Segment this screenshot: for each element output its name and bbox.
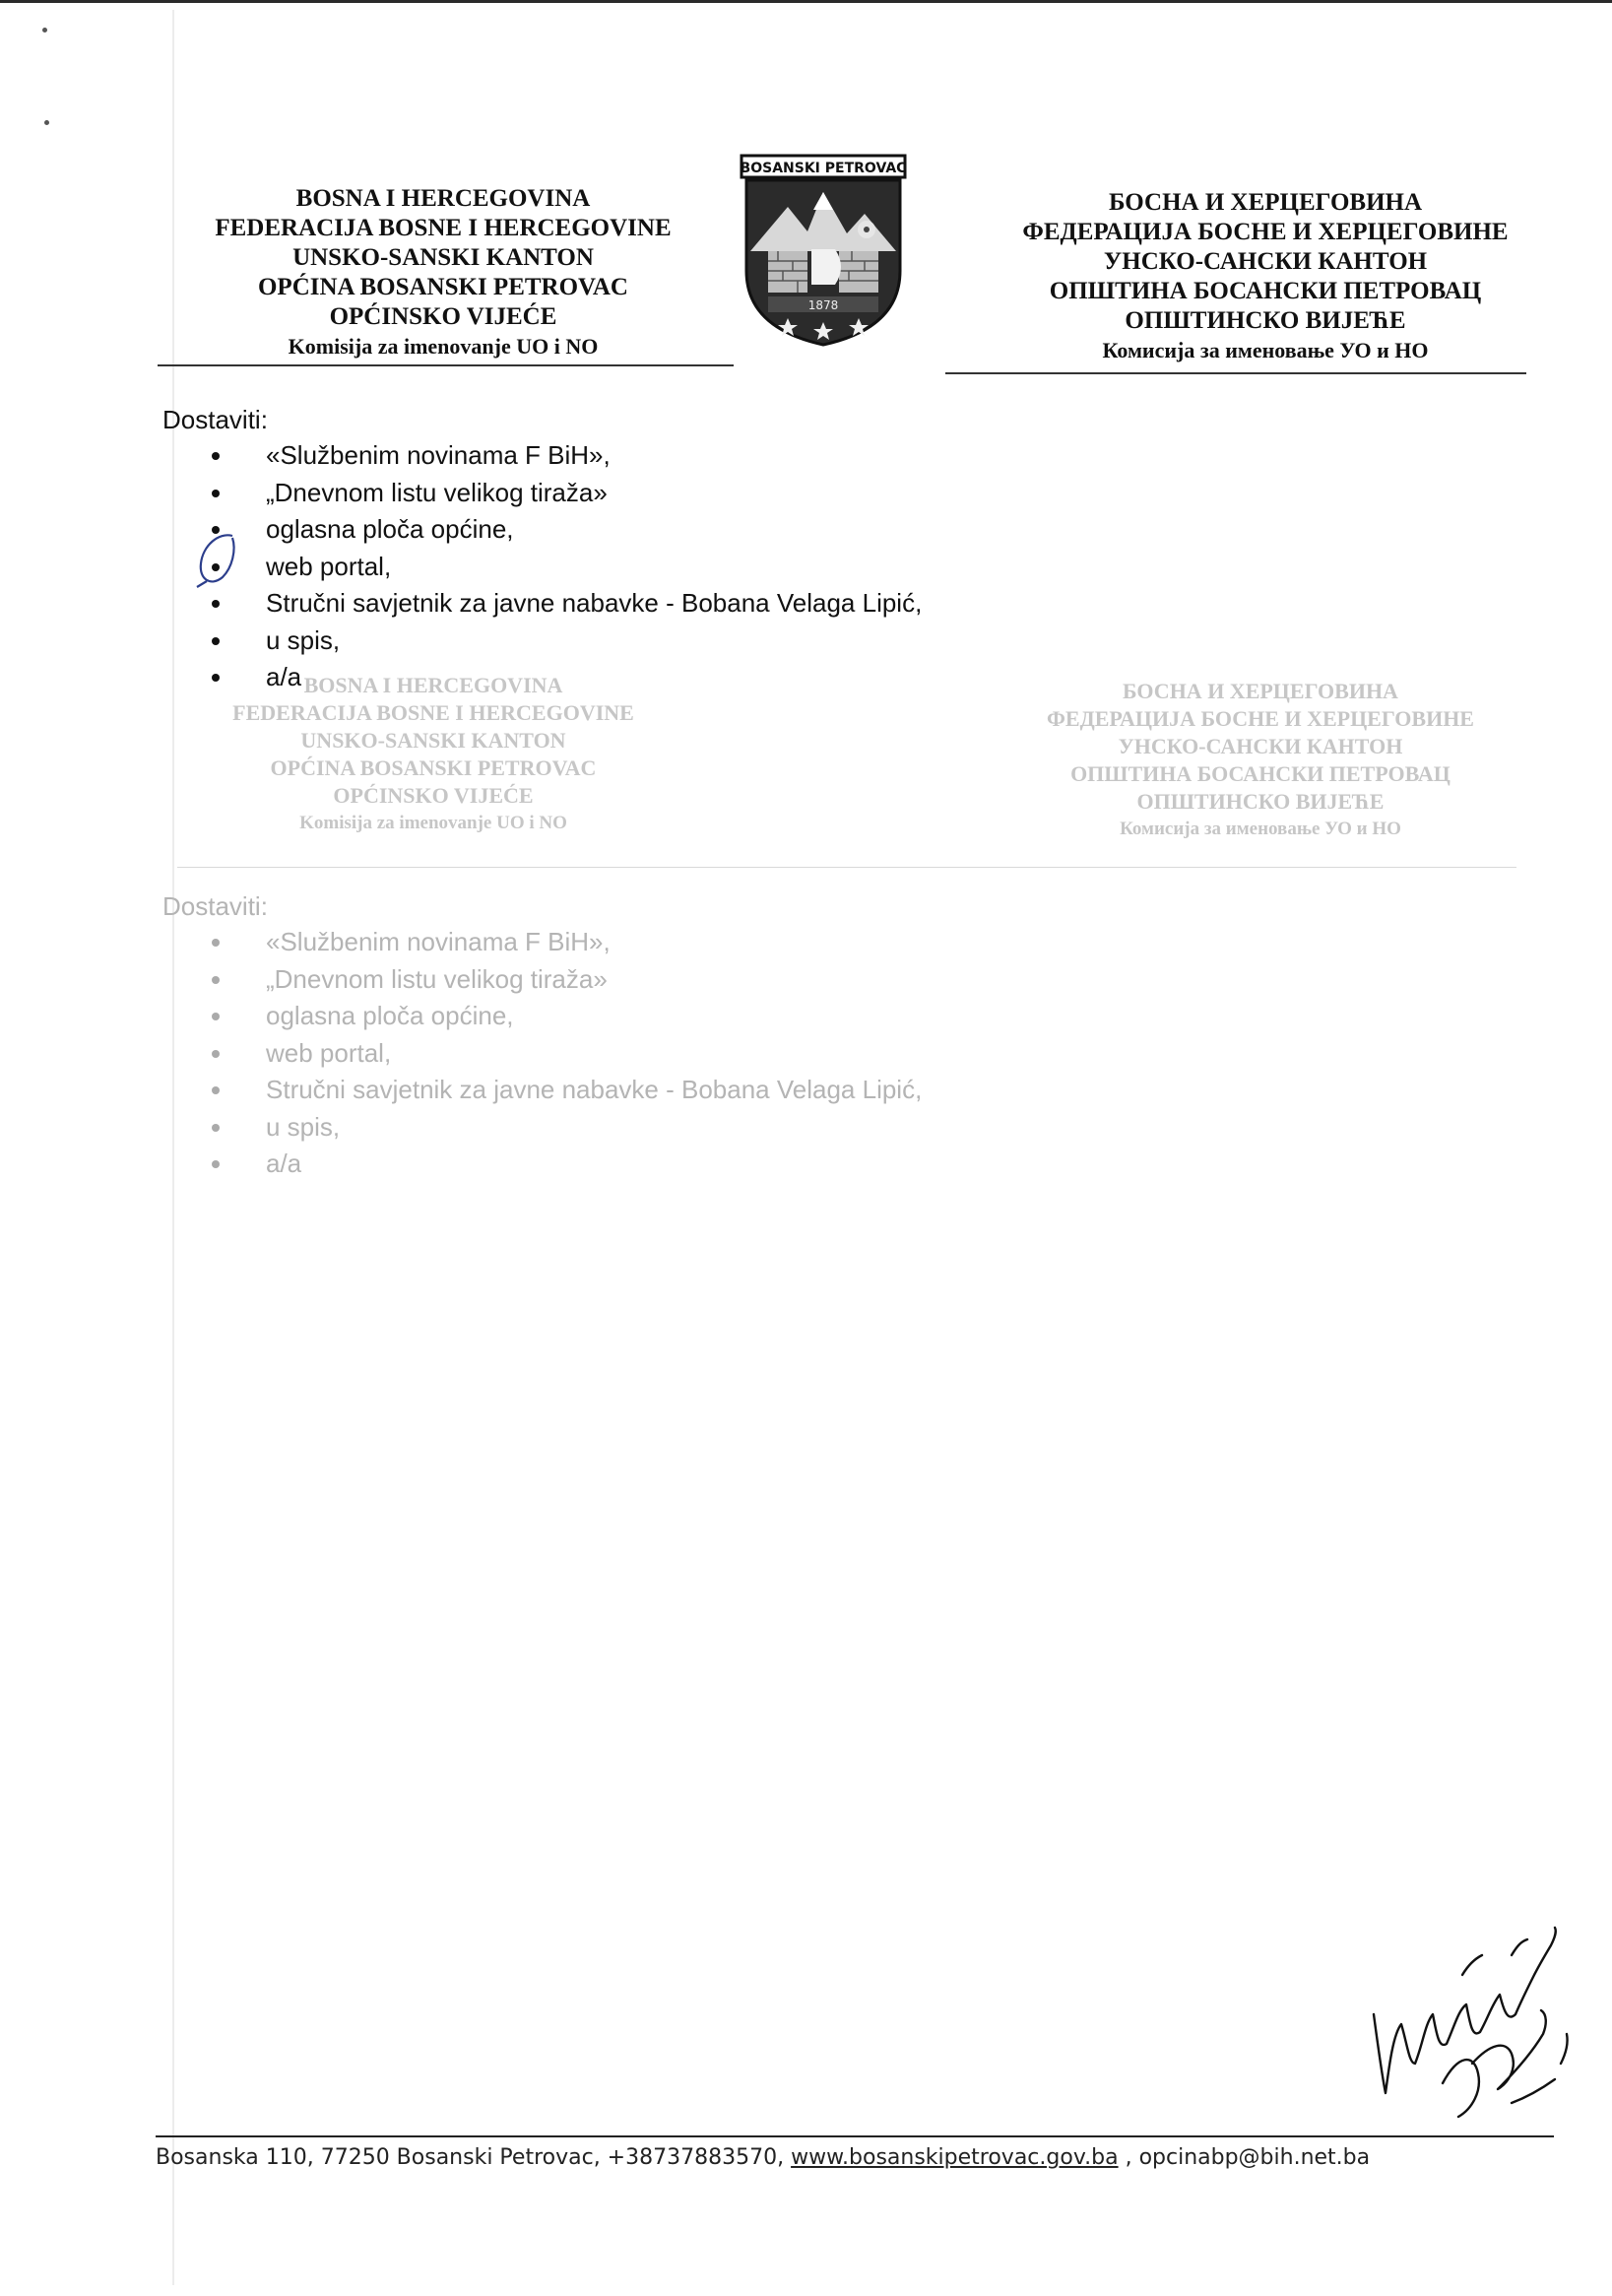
header-latin-line: BOSNA I HERCEGOVINA (295, 185, 591, 212)
footer-separator: , (1118, 2145, 1139, 2170)
bullet-icon (212, 490, 220, 497)
faded-header-line: ФЕДЕРАЦИЈА БОСНЕ И ХЕРЦЕГОВИНЕ (1047, 706, 1474, 731)
list-item: web portal, (162, 549, 922, 586)
list-item: oglasna ploča općine, (162, 998, 922, 1035)
list-item: oglasna ploča općine, (162, 511, 922, 549)
header-left-rule (158, 364, 734, 366)
list-item: „Dnevnom listu velikog tiraža» (162, 961, 922, 999)
header-latin-line: OPĆINSKO VIJEĆE (329, 303, 557, 330)
header-cyrillic-commission: Комисија за именовање УО и НО (1102, 338, 1429, 362)
list-item: web portal, (162, 1035, 922, 1073)
faded-header-line: БОСНА И ХЕРЦЕГОВИНА (1123, 679, 1398, 703)
header-latin (158, 184, 729, 361)
bullet-icon (212, 1086, 220, 1094)
bullet-icon (212, 976, 220, 984)
list-item: «Službenim novinama F BiH», (162, 437, 922, 475)
scan-speck (42, 28, 47, 33)
bullet-icon (212, 637, 220, 645)
footer-website-link[interactable]: www.bosanskipetrovac.gov.ba (791, 2145, 1119, 2170)
bullet-icon (212, 1050, 220, 1058)
header-right-rule (945, 372, 1526, 374)
handwritten-circle-mark (193, 530, 242, 589)
distribution-title: Dostaviti: (162, 405, 268, 434)
municipality-coat-of-arms (739, 153, 908, 348)
faded-header-line: Komisija za imenovanje UO i NO (299, 813, 567, 833)
header-cyrillic-line: ФЕДЕРАЦИЈА БОСНЕ И ХЕРЦЕГОВИНЕ (1022, 219, 1509, 245)
faded-header-line: FEDERACIJA BOSNE I HERCEGOVINE (232, 700, 634, 725)
list-item: a/a (162, 659, 922, 696)
faded-distribution-title: Dostaviti: (162, 891, 268, 921)
faded-header-line: OPĆINA BOSANSKI PETROVAC (270, 755, 597, 780)
list-item: „Dnevnom listu velikog tiraža» (162, 475, 922, 512)
bullet-icon (212, 1013, 220, 1020)
list-item: u spis, (162, 1109, 922, 1147)
list-item: a/a (162, 1146, 922, 1183)
faded-header-rule (177, 867, 1516, 868)
list-item: u spis, (162, 623, 922, 660)
bullet-icon (212, 939, 220, 947)
bullet-icon (212, 600, 220, 608)
list-item: Stručni savjetnik za javne nabavke - Bobana Velaga Lipić, (162, 1072, 922, 1109)
faded-header-line: UNSKO-SANSKI KANTON (300, 728, 566, 753)
header-cyrillic-line: БОСНА И ХЕРЦЕГОВИНА (1108, 189, 1423, 216)
header-latin-commission: Komisija za imenovanje UO i NO (288, 334, 599, 359)
coat-of-arms-year: 1878 (807, 298, 839, 312)
footer-email[interactable]: opcinabp@bih.net.ba (1138, 2145, 1371, 2170)
faded-header-latin (177, 672, 689, 837)
scan-speck (44, 120, 49, 125)
faded-distribution-list (162, 888, 922, 1183)
bullet-icon (212, 1160, 220, 1168)
header-cyrillic (975, 188, 1556, 365)
header-cyrillic-line: ОПШТИНА БОСАНСКИ ПЕТРОВАЦ (1049, 278, 1482, 304)
list-item: Stručni savjetnik za javne nabavke - Bobana Velaga Lipić, (162, 585, 922, 623)
faded-header-cyrillic (995, 678, 1526, 843)
bullet-icon (212, 452, 220, 460)
faded-header-line: ОПШТИНСКО ВИЈЕЋЕ (1136, 789, 1385, 814)
footer-address: Bosanska 110, 77250 Bosanski Petrovac, +38737883570, (156, 2145, 792, 2170)
header-cyrillic-line: ОПШТИНСКО ВИЈЕЋЕ (1125, 307, 1406, 334)
faded-header-line: УНСКО-САНСКИ КАНТОН (1118, 734, 1403, 758)
header-latin-line: FEDERACIJA BOSNE I HERCEGOVINE (215, 215, 672, 241)
header-cyrillic-line: УНСКО-САНСКИ КАНТОН (1103, 248, 1428, 275)
header-latin-line: UNSKO-SANSKI KANTON (292, 244, 594, 271)
faded-header-line: ОПШТИНА БОСАНСКИ ПЕТРОВАЦ (1070, 761, 1451, 786)
footer-rule (156, 2135, 1554, 2137)
bullet-icon (212, 1124, 220, 1132)
faded-header-line: BOSNA I HERCEGOVINA (303, 673, 563, 697)
handwritten-signature (1364, 1916, 1576, 2128)
faded-header-line: OPĆINSKO VIJEĆE (333, 783, 534, 808)
header-latin-line: OPĆINA BOSANSKI PETROVAC (257, 274, 628, 300)
coat-of-arms-banner: BOSANSKI PETROVAC (740, 161, 907, 176)
distribution-list (162, 402, 922, 696)
faded-header-line: Комисија за именовање УО и НО (1120, 819, 1401, 839)
scan-edge (0, 0, 1612, 3)
footer (156, 2145, 1370, 2170)
list-item: «Službenim novinama F BiH», (162, 924, 922, 961)
